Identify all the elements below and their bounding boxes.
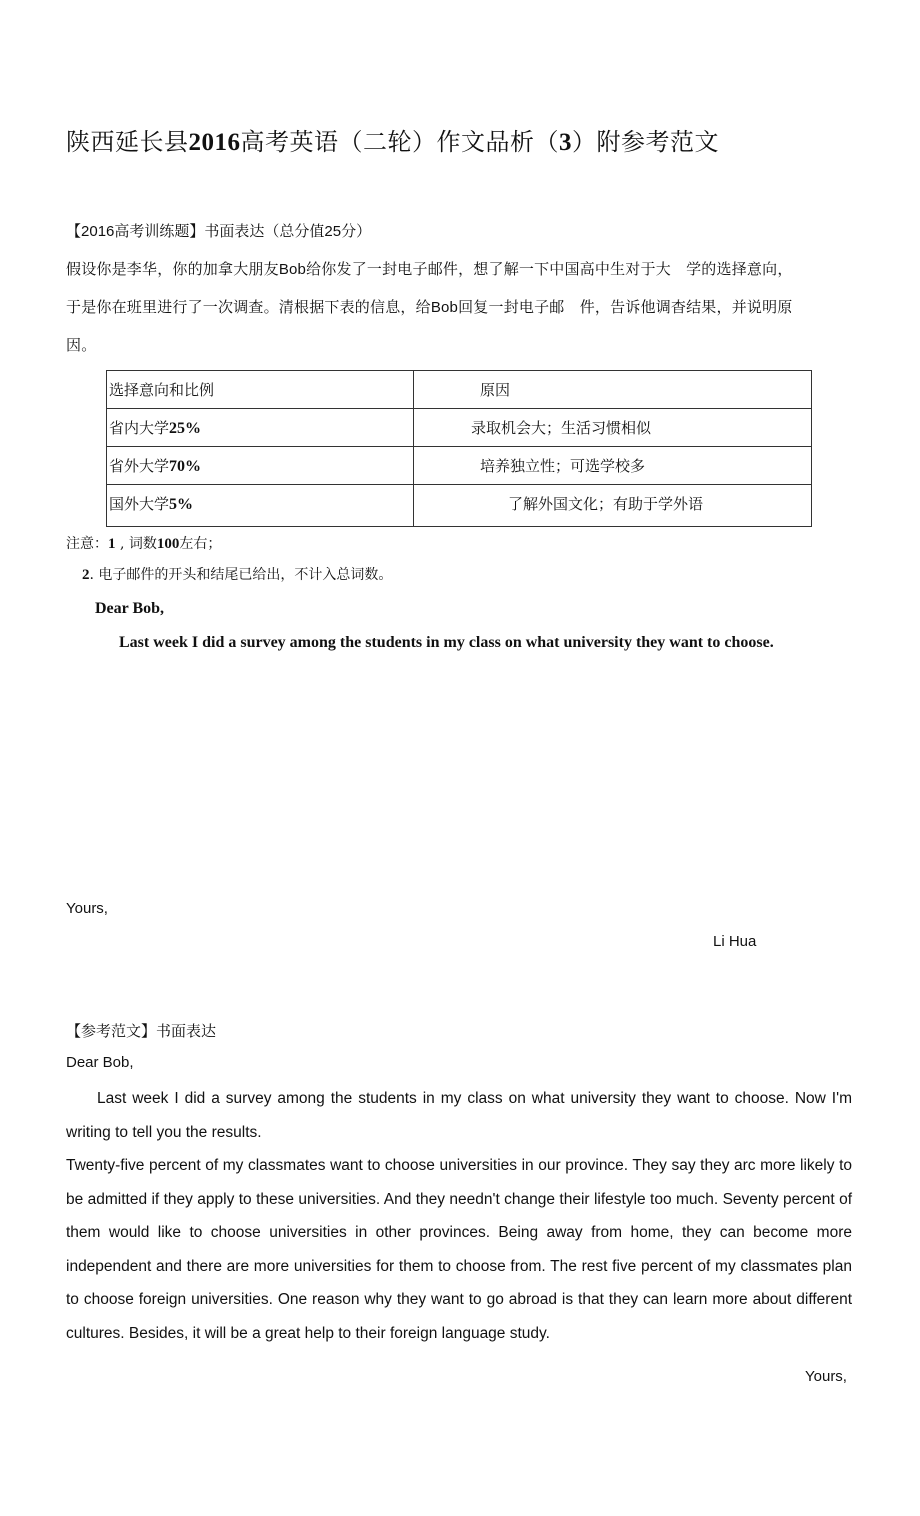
table-header-row	[107, 371, 812, 409]
task-heading-bracket: 【	[66, 222, 82, 240]
table-row	[107, 447, 812, 485]
sample-salutation: Dear Bob,	[66, 1054, 134, 1071]
note-1-count: 100	[156, 536, 180, 552]
prompt-line-2-name: Bob	[430, 299, 459, 316]
table-cell-choice-text	[109, 485, 411, 514]
survey-table	[106, 370, 812, 527]
table-cell-reason	[414, 447, 812, 485]
task-heading-year: 2016	[81, 223, 115, 240]
task-heading-close: 分）	[341, 222, 372, 240]
reason-text: 培养独立性；可选学校多	[480, 457, 646, 475]
sample-essay-body	[66, 1082, 852, 1350]
table-cell-choice-text	[109, 447, 411, 476]
note-1-number: 1	[108, 536, 116, 552]
title-year: 2016	[188, 129, 241, 156]
letter-salutation: Dear Bob,	[95, 600, 165, 617]
letter-closing: Yours,	[66, 900, 108, 917]
title-text-2: 高考英语（二轮）作文品析（	[240, 128, 559, 156]
task-heading-score: 25	[324, 223, 342, 240]
choice-percent: 25%	[169, 420, 202, 437]
table-cell-choice	[107, 485, 414, 527]
choice-percent: 70%	[169, 458, 202, 475]
table-header-reason-text: 原因	[480, 381, 511, 399]
table-cell-reason	[414, 409, 812, 447]
reason-text: 了解外国文化；有助于学外语	[508, 495, 704, 513]
note-2-number: 2	[82, 567, 90, 583]
note-2-text: . 电子邮件的开头和结尾已给出，不计入总词数。	[89, 567, 393, 583]
reason-text: 录取机会大；生活习惯相似	[471, 419, 652, 437]
table-header-reason	[414, 371, 812, 409]
title-text-3: ）附参考范文	[572, 128, 719, 156]
table-cell-choice	[107, 447, 414, 485]
prompt-line-2-a: 于是你在班里进行了一次调查。清根据下表的信息，给	[66, 298, 431, 316]
note-2	[82, 564, 392, 584]
table-cell-choice-text	[109, 409, 411, 438]
sample-paragraph-2: Twenty-five percent of my classmates want to choose universities in our province. They say they arc more likely to be admitted if they apply to these universities. And they needn't change their lifestyle too much. Seventy percent of them would like to choose universities in other provinces. Being away from home, they can become more independent and there are more universities for them to choose from. The rest five percent of my classmates plan to choose foreign universities. One reason why they want to go abroad is that they can learn more about different cultures. Besides, it will be a great help to their foreign language study.	[66, 1157, 852, 1342]
choice-label: 省外大学	[109, 457, 170, 475]
choice-label: 国外大学	[109, 495, 170, 513]
page-title	[66, 122, 719, 157]
note-1	[66, 533, 221, 553]
sample-heading: 【参考范文】书面表达	[66, 1022, 217, 1040]
table-header-choice	[107, 371, 414, 409]
sample-paragraph-1: Last week I did a survey among the students in my class on what university they want to choose. Now I'm writing to tell you the results.	[66, 1090, 852, 1141]
prompt-line-1-name: Bob	[278, 261, 307, 278]
task-heading	[66, 220, 371, 241]
table-row	[107, 485, 812, 527]
title-text-1: 陕西延长县	[66, 128, 189, 156]
choice-percent: 5%	[169, 496, 194, 513]
title-number: 3	[559, 129, 572, 156]
note-1-text-b: 左右；	[179, 536, 222, 552]
table-cell-choice	[107, 409, 414, 447]
prompt-line-1	[66, 258, 793, 279]
prompt-line-2-b: 回复一封电子邮 件，告诉他调杳结果，并说明原	[458, 298, 793, 316]
table-header-choice-text: 选择意向和比例	[109, 381, 215, 399]
note-1-text-a: , 词数	[115, 536, 157, 552]
letter-signature: Li Hua	[713, 933, 757, 950]
prompt-line-1-a: 假设你是李华，你的加拿大朋友	[66, 260, 279, 278]
choice-label: 省内大学	[109, 419, 170, 437]
prompt-line-3: 因。	[66, 336, 97, 354]
note-label: 注意：	[66, 536, 108, 552]
sample-closing: Yours,	[805, 1368, 847, 1385]
table-cell-reason	[414, 485, 812, 527]
letter-first-line: Last week I did a survey among the students in my class on what university they want to choose.	[119, 634, 774, 651]
table-row	[107, 409, 812, 447]
prompt-line-1-b: 给你发了一封电子邮件，想了解一下中国高中生对于大 学的选择意向，	[306, 260, 793, 278]
task-heading-label: 高考训练题】书面表达（总分值	[114, 222, 325, 240]
prompt-line-2	[66, 296, 793, 317]
